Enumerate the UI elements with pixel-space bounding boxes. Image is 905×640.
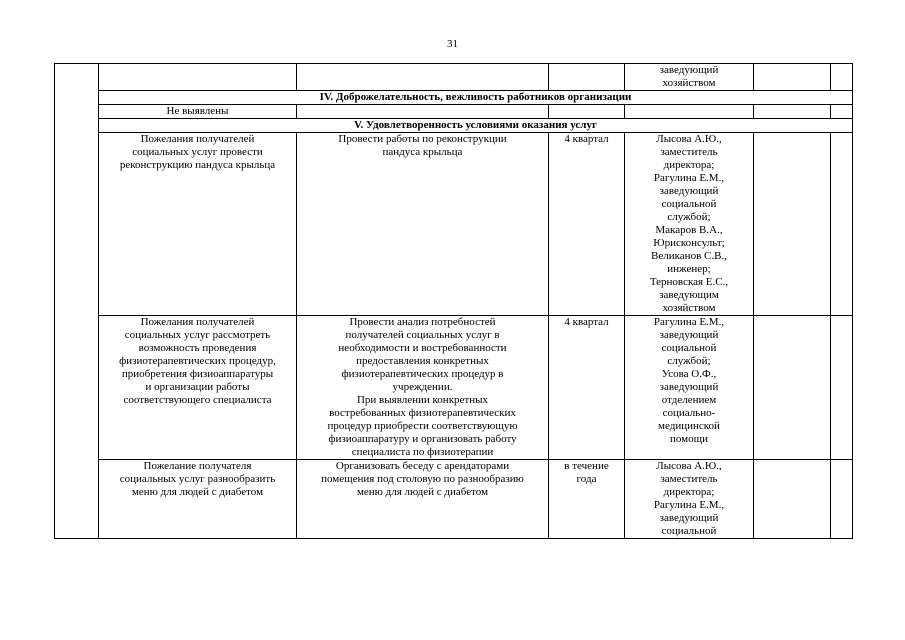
measure-line: получателей социальных услуг в bbox=[345, 329, 500, 341]
issue-line: приобретения физиоаппаратуры bbox=[121, 368, 274, 380]
measure-line: При выявлении конкретных bbox=[356, 394, 489, 406]
responsible-line: заведующий bbox=[659, 381, 719, 393]
date-cell bbox=[831, 64, 853, 91]
term-line: в течение bbox=[564, 460, 609, 472]
table-row-continuation bbox=[55, 64, 853, 91]
section-heading-row bbox=[55, 119, 853, 133]
issue-cell bbox=[99, 316, 297, 460]
responsible-line: отделением bbox=[661, 394, 717, 406]
issue-cell bbox=[99, 460, 297, 539]
page-number: 31 bbox=[447, 38, 458, 50]
responsible-line: медицинской bbox=[658, 420, 720, 432]
issue-cell: Не выявлены bbox=[99, 105, 297, 119]
issue-line: социальных услуг провести bbox=[132, 146, 263, 158]
issue-line: меню для людей с диабетом bbox=[131, 486, 264, 498]
responsible-line: директора; bbox=[663, 486, 715, 498]
responsible-line: инженер; bbox=[667, 263, 711, 275]
date-cell bbox=[831, 316, 853, 460]
responsible-line: заведующим bbox=[659, 289, 719, 301]
date-cell bbox=[831, 133, 853, 316]
result-cell bbox=[754, 316, 831, 460]
result-cell bbox=[754, 64, 831, 91]
issue-line: возможность проведения bbox=[138, 342, 257, 354]
issue-line: и организации работы bbox=[145, 381, 250, 393]
responsible-line: Юрисконсульт; bbox=[653, 237, 725, 249]
responsible-line: Рагулина Е.М., bbox=[653, 172, 725, 184]
responsible-cell bbox=[625, 105, 754, 119]
issue-line: Пожелание получателя bbox=[143, 460, 252, 472]
date-cell bbox=[831, 105, 853, 119]
term-cell bbox=[549, 105, 625, 119]
issue-line: социальных услуг разнообразить bbox=[119, 473, 276, 485]
responsible-line: Макаров В.А., bbox=[655, 224, 723, 236]
responsible-line: Лысова А.Ю., bbox=[656, 460, 722, 472]
issue-line: Пожелания получателей bbox=[140, 316, 255, 328]
responsible-line: социальной bbox=[661, 525, 717, 537]
measure-line: процедур приобрести соответствующую bbox=[327, 420, 518, 432]
measure-cell bbox=[297, 316, 549, 460]
measure-line: специалиста по физиотерапии bbox=[351, 446, 494, 458]
issue-line: физиотерапевтических процедур, bbox=[119, 355, 276, 367]
result-cell bbox=[754, 133, 831, 316]
responsible-line: директора; bbox=[663, 159, 715, 171]
measure-line: физиотерапевтических процедур в bbox=[341, 368, 504, 380]
issue-cell bbox=[99, 64, 297, 91]
date-cell bbox=[831, 460, 853, 539]
responsible-line: Усова О.Ф., bbox=[661, 368, 717, 380]
measure-line: востребованных физиотерапевтических bbox=[329, 407, 516, 419]
result-cell bbox=[754, 105, 831, 119]
responsible-line: заместитель bbox=[660, 146, 718, 158]
term-cell bbox=[549, 64, 625, 91]
measure-line: учреждении. bbox=[392, 381, 453, 393]
measure-cell bbox=[297, 105, 549, 119]
measure-cell bbox=[297, 133, 549, 316]
issue-cell bbox=[99, 133, 297, 316]
table-row-not-found bbox=[55, 105, 853, 119]
measure-line: необходимости и востребованности bbox=[338, 342, 507, 354]
measure-line: меню для людей с диабетом bbox=[356, 486, 489, 498]
responsible-line: Лысова А.Ю., bbox=[656, 133, 722, 145]
measure-line: помещения под столовую по разнообразию bbox=[321, 473, 524, 485]
measure-cell bbox=[297, 460, 549, 539]
responsible-line: социально- bbox=[662, 407, 716, 419]
term-cell bbox=[549, 460, 625, 539]
responsible-line: заместитель bbox=[660, 473, 718, 485]
responsible-line: социальной bbox=[661, 342, 717, 354]
responsible-line: хозяйством bbox=[662, 302, 716, 314]
term-cell bbox=[549, 133, 625, 316]
issue-line: реконструкцию пандуса крыльца bbox=[119, 159, 276, 171]
measure-line: Провести анализ потребностей bbox=[349, 316, 496, 328]
responsible-cell bbox=[625, 460, 754, 539]
responsible-line: заведующий bbox=[659, 64, 719, 76]
responsible-line: службой; bbox=[667, 355, 711, 367]
measure-line: физиоаппаратуру и организовать работу bbox=[328, 433, 517, 445]
responsible-line: заведующий bbox=[659, 185, 719, 197]
responsible-line: Рагулина Е.М., bbox=[653, 316, 725, 328]
responsible-line: помощи bbox=[670, 433, 708, 445]
term-cell bbox=[549, 316, 625, 460]
issue-line: социальных услуг рассмотреть bbox=[124, 329, 271, 341]
section-v-title: V. Удовлетворенность условиями оказания услуг bbox=[99, 119, 853, 133]
responsible-line: Великанов С.В., bbox=[651, 250, 727, 262]
term-line: 4 квартал bbox=[564, 133, 609, 145]
responsible-cell bbox=[625, 133, 754, 316]
measure-line: Организовать беседу с арендаторами bbox=[335, 460, 510, 472]
issue-line: Пожелания получателей bbox=[140, 133, 255, 145]
section-iv-title: IV. Доброжелательность, вежливость работников организации bbox=[99, 91, 853, 105]
measure-cell bbox=[297, 64, 549, 91]
term-line: года bbox=[576, 473, 597, 485]
term-line: 4 квартал bbox=[564, 316, 609, 328]
measure-line: пандуса крыльца bbox=[382, 146, 463, 158]
table-row bbox=[55, 316, 853, 460]
number-column-cell bbox=[55, 64, 99, 539]
issue-line: соответствующего специалиста bbox=[123, 394, 272, 406]
responsible-line: социальной bbox=[661, 198, 717, 210]
improvement-plan-table bbox=[54, 63, 853, 539]
responsible-line: заведующий bbox=[659, 512, 719, 524]
responsible-line: хозяйством bbox=[662, 77, 716, 89]
responsible-line: службой; bbox=[667, 211, 711, 223]
responsible-cell bbox=[625, 64, 754, 91]
responsible-line: Рагулина Е.М., bbox=[653, 499, 725, 511]
responsible-line: Терновская Е.С., bbox=[649, 276, 729, 288]
responsible-line: заведующий bbox=[659, 329, 719, 341]
table-row bbox=[55, 460, 853, 539]
measure-line: предоставления конкретных bbox=[356, 355, 489, 367]
result-cell bbox=[754, 460, 831, 539]
measure-line: Провести работы по реконструкции bbox=[338, 133, 507, 145]
table-row bbox=[55, 133, 853, 316]
responsible-cell bbox=[625, 316, 754, 460]
section-heading-row bbox=[55, 91, 853, 105]
